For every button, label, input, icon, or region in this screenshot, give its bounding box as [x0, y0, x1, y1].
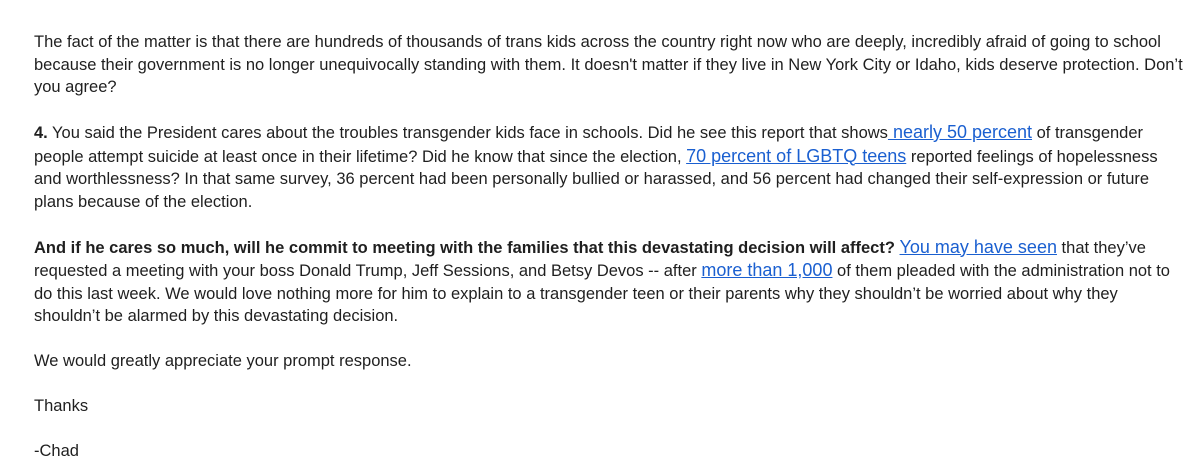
paragraph-trans-kids: The fact of the matter is that there are hundreds of thousands of trans kids across the country right now who are deeply, incredibly afraid of going to school because their government is no longer unequivocally standing with them. It doesn't matter if they live in New York City or Idaho, kids deserve protection. Don’t you agree? [34, 33, 1183, 96]
paragraph-meeting-request [34, 236, 1184, 328]
paragraph-question-4 [34, 121, 1184, 213]
question-4-text-2: of transgender people attempt suicide at least once in their lifetime? Did he know that since the election, [34, 124, 1144, 166]
question-4-text-1: You said the President cares about the troubles transgender kids face in schools. Did he see this report that shows [47, 124, 888, 142]
question-4-text-3: reported feelings of hopelessness and worthlessness? In that same survey, 36 percent had been personally bullied or harassed, and 56 percent had changed their self-expression or future plans because of the election. [34, 147, 1158, 211]
link-more-than-1000[interactable]: more than 1,000 [701, 260, 833, 280]
bold-question: And if he cares so much, will he commit to meeting with the families that this devastating decision will affect? [34, 238, 895, 257]
meeting-text-2: of them pleaded with the administration not to do this last week. We would love nothing more for him to explain to a transgender teen or their parents why they shouldn’t be worried about why they shouldn’t be alarmed by this devastating decision. [34, 262, 1170, 325]
link-70-percent-lgbtq-teens[interactable]: 70 percent of LGBTQ teens [686, 145, 907, 166]
signature: -Chad [34, 442, 79, 460]
link-you-may-have-seen[interactable]: You may have seen [899, 236, 1057, 257]
meeting-text-1: that they’ve requested a meeting with your boss Donald Trump, Jeff Sessions, and Betsy Devos -- after [34, 238, 1146, 280]
link-nearly-50-percent[interactable]: nearly 50 percent [887, 122, 1033, 142]
closing-thanks: Thanks [34, 397, 89, 415]
question-number: 4. [34, 124, 48, 142]
email-body [34, 31, 1184, 463]
paragraph-prompt-response: We would greatly appreciate your prompt response. [34, 352, 412, 370]
